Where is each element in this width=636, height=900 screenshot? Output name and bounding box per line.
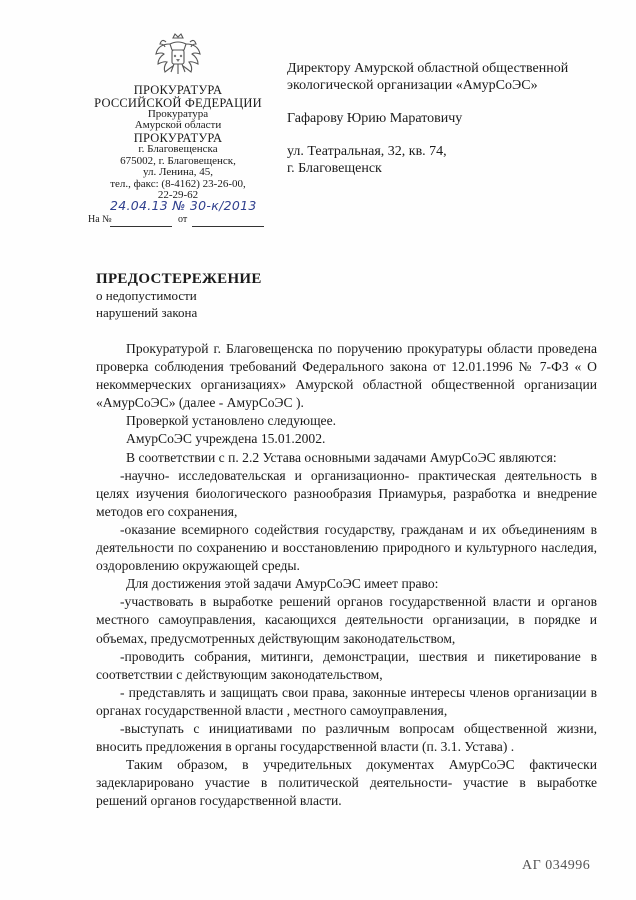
sender-line: ПРОКУРАТУРА [133, 130, 223, 145]
addressee-block [287, 60, 617, 177]
body-paragraph: -оказание всемирного содействия государству, гражданам и их объединениям в деятельности по сохранению и восстановлению природного и культурного наследия, оздоровлению окружающей среды. [96, 521, 597, 574]
sender-line: 22-29-62 [157, 188, 199, 201]
sender-line: ПРОКУРАТУРА [133, 83, 223, 97]
sender-line: РОССИЙСКОЙ ФЕДЕРАЦИИ [94, 95, 262, 110]
reference-date-blank [192, 226, 264, 227]
addressee-position-line: Директору Амурской областной общественной [287, 61, 569, 76]
document-title: ПРЕДОСТЕРЕЖЕНИЕ [96, 271, 262, 287]
sender-line: г. Благовещенска [138, 143, 218, 156]
body-paragraph: - представлять и защищать свои права, законные интересы членов организации в органах государственной власти , местного самоуправления, [96, 684, 597, 718]
sender-line: ул. Ленина, 45, [142, 166, 214, 179]
body-paragraph: В соответствии с п. 2.2 Устава основными задачами АмурСоЭС являются: [126, 449, 557, 465]
addressee-street: ул. Театральная, 32, кв. 74, [287, 144, 447, 159]
coat-of-arms-icon [152, 30, 204, 82]
body-paragraph: -участвовать в выработке решений органов государственной власти и органов местного самоуправления, касающихся деятельности организации, в порядке и объемах, предусмотренных действующим законодательством, [96, 594, 597, 646]
body-paragraph: Проверкой установлено следующее. [126, 413, 337, 429]
document-body [96, 340, 597, 810]
form-serial-number: АГ 034996 [522, 858, 591, 873]
body-paragraph: -проводить собрания, митинги, демонстрации, шествия и пикетирование в соответствии с действующим законодательством, [96, 648, 597, 682]
reference-number-blank [110, 226, 172, 227]
body-paragraph: Таким образом, в учредительных документах АмурСоЭС фактически задекларировано участие в политической деятельности- участие в выработке решений органов государственной власти. [96, 757, 597, 809]
document-subtitle: о недопустимости [96, 288, 197, 303]
sender-line: Прокуратура [147, 108, 209, 120]
document-subtitle: нарушений закона [96, 304, 198, 320]
body-paragraph: Для достижения этой задачи АмурСоЭС имеет право: [126, 576, 439, 592]
handwritten-reg-number: 24.04.13 № 30-к/2013 [110, 198, 257, 213]
registration-line [88, 198, 278, 228]
addressee-city: г. Благовещенск [287, 161, 382, 176]
body-paragraph: АмурСоЭС учреждена 15.01.2002. [126, 431, 326, 447]
sender-line: тел., факс: (8-4162) 23-26-00, [110, 177, 246, 190]
reference-date-label: от [178, 214, 188, 225]
body-paragraph: -выступать с инициативами по различным вопросам общественной жизни, вносить предложения в органы государственной власти (п. 3.1. Устава) . [96, 720, 597, 755]
sender-line: Амурской области [134, 119, 222, 132]
reference-number-label: На № [88, 214, 112, 225]
document-title-block [96, 270, 396, 321]
sender-line: 675002, г. Благовещенск, [120, 154, 236, 167]
body-paragraph: -научно- исследовательская и организационно- практическая деятельность в целях изучения биологического разнообразия Приамурья, разработка и внедрение методов его сохранения, [96, 467, 597, 519]
addressee-position-line: экологической организации «АмурСоЭС» [287, 78, 538, 93]
addressee-name: Гафарову Юрию Маратовичу [287, 111, 463, 126]
sender-block [92, 84, 264, 201]
body-paragraph: Прокуратурой г. Благовещенска по поручению прокуратуры области проведена проверка соблюдения требований Федерального закона от 12.01.1996 № 7-ФЗ « О некоммерческих организациях» Амурской областной общественной организации «АмурСоЭС» (далее - АмурСоЭС ). [96, 341, 597, 411]
